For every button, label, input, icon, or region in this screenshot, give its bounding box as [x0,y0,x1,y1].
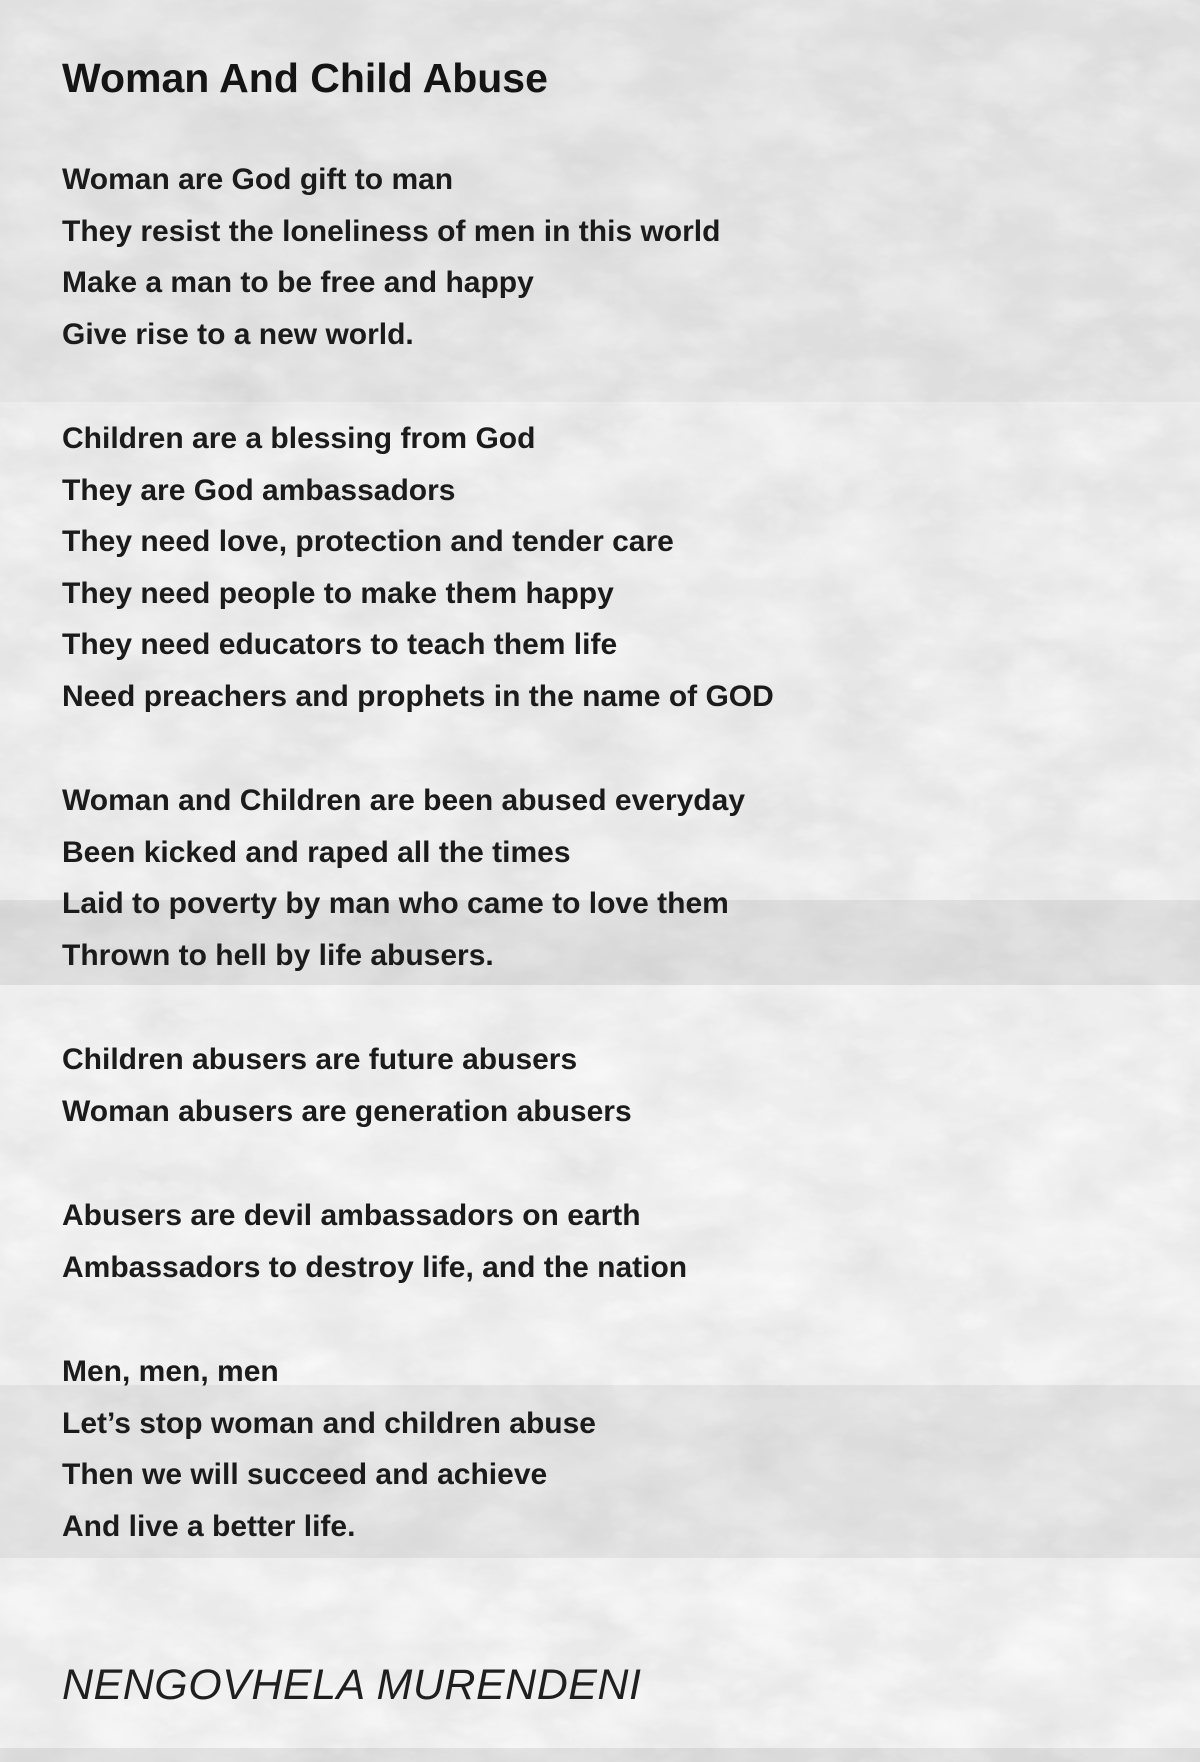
poem-line: Let’s stop woman and children abuse [62,1406,596,1440]
poem-author: NENGOVHELA MURENDENI [62,1661,642,1709]
poem-line: Then we will succeed and achieve [62,1458,548,1491]
poem-line: Woman abusers are generation abusers [62,1094,632,1128]
poem-line: Men, men, men [62,1355,279,1388]
poem-stanza [62,775,1152,981]
poem-line: Ambassadors to destroy life, and the nation [62,1250,688,1284]
poem-stanza [62,413,1152,722]
poem-line: Laid to poverty by man who came to love them [62,887,729,920]
poem-line: Give rise to a new world. [62,317,414,351]
poem-title: Woman And Child Abuse [62,55,548,101]
poem-line: Abusers are devil ambassadors on earth [62,1199,641,1232]
poem-line: Been kicked and raped all the times [62,835,571,869]
poem-line: Children abusers are future abusers [62,1043,578,1076]
poem-stanza [62,1190,1152,1293]
poem-line: They need love, protection and tender care [62,525,674,558]
poem-content [62,0,1152,1710]
poem-line: They need people to make them happy [62,576,614,610]
poem-line: And live a better life. [62,1509,356,1543]
poem-line: They resist the loneliness of men in this world [62,214,721,248]
poem-stanza [62,1346,1152,1552]
poem-line: Children are a blessing from God [62,422,536,455]
poem-line: They are God ambassadors [62,473,456,507]
poem-line: Make a man to be free and happy [62,266,534,299]
poem-line: They need educators to teach them life [62,628,618,661]
poem-line: Woman are God gift to man [62,163,454,196]
poem-stanzas [62,154,1152,1552]
poem-line: Woman and Children are been abused everyday [62,784,745,817]
poem-stanza [62,1034,1152,1137]
poem-line: Need preachers and prophets in the name of GOD [62,679,774,713]
poem-line: Thrown to hell by life abusers. [62,938,494,972]
poem-stanza [62,154,1152,360]
